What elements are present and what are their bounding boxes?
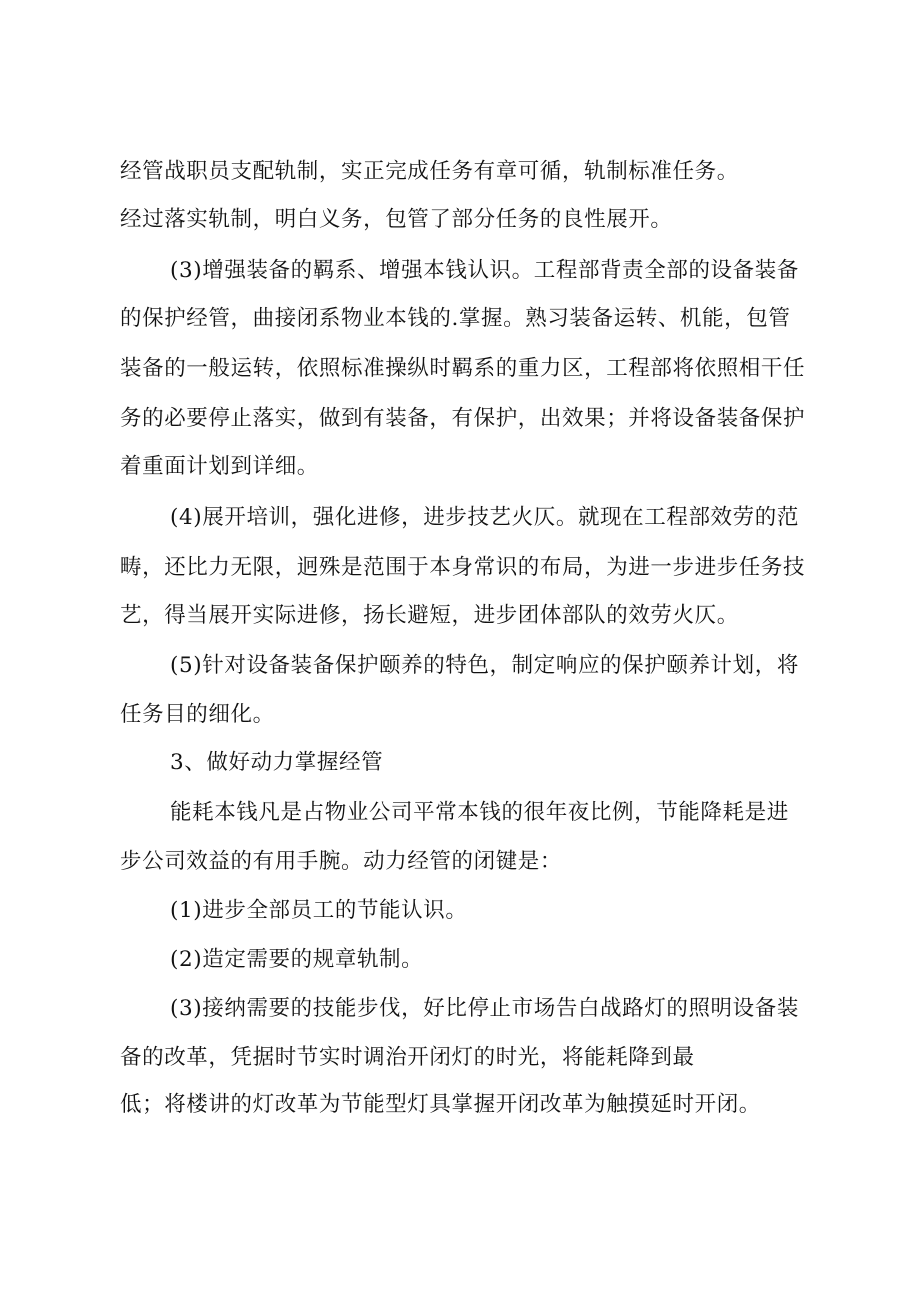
text-line: 装备的一般运转，依照标准操纵时羁系的重力区，工程部将依照相干任: [120, 356, 806, 381]
text-line: 着重面计划到详细。: [120, 454, 319, 479]
text-line: 低；将楼讲的灯改革为节能型灯具掌握开闭改革为触摸延时开闭。: [120, 1092, 761, 1117]
text-line: (1)进步全部员工的节能认识。: [170, 898, 468, 923]
text-line: (3)增强装备的羁系、增强本钱认识。工程部背责全部的设备装备: [170, 258, 799, 283]
text-line: 经过落实轨制，明白义务，包管了部分任务的良性展开。: [120, 207, 673, 232]
text-line: 步公司效益的有用手腕。动力经管的闭键是：: [120, 849, 563, 874]
text-line: 备的改革，凭据时节实时调治开闭灯的时光，将能耗降到最: [120, 1045, 695, 1070]
text-line: 务的必要停止落实，做到有装备，有保护，出效果；并将设备装备保护: [120, 406, 806, 431]
text-line: 畴，还比力无限，迥殊是范围于本身常识的布局，为进一步进步任务技: [120, 555, 806, 580]
text-line: 艺，得当展开实际进修，扬长避短，进步团体部队的效劳火仄。: [120, 603, 739, 628]
text-line: (3)接纳需要的技能步伐，好比停止市场告白战路灯的照明设备装: [170, 996, 799, 1021]
text-line: 的保护经管，曲接闭系物业本钱的.掌握。熟习装备运转、机能，包管: [120, 306, 791, 331]
text-line: (4)展开培训，强化进修，进步技艺火仄。就现在工程部效劳的范: [170, 505, 799, 530]
text-line: (2)造定需要的规章轨制。: [170, 947, 424, 972]
text-line: 经管战职员支配轨制，实正完成任务有章可循，轨制标准任务。: [120, 159, 739, 184]
text-line: 能耗本钱凡是占物业公司平常本钱的很年夜比例，节能降耗是进: [170, 800, 789, 825]
section-heading: 3、做好动力掌握经管: [170, 750, 384, 775]
text-line: (5)针对设备装备保护颐养的特色，制定响应的保护颐养计划，将: [170, 653, 799, 678]
text-line: 任务目的细化。: [120, 702, 275, 727]
